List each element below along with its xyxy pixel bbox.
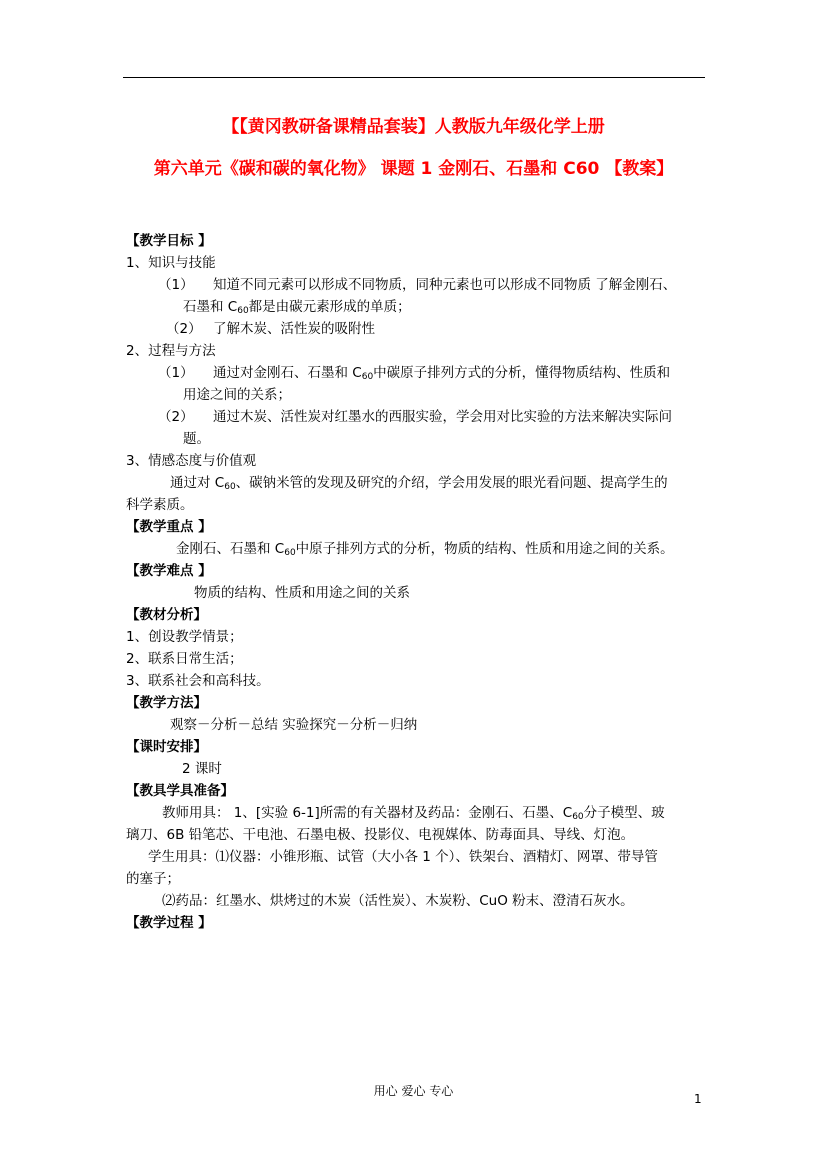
section-heading-objectives: 【教学目标 】 (126, 233, 212, 249)
document-title-line-1: 【【黄冈教研备课精品套装】人教版九年级化学上册 (222, 117, 605, 137)
section-heading-material-analysis: 【教材分析】 (126, 607, 207, 623)
section-heading-process: 【教学过程 】 (126, 915, 212, 931)
objective-2a-continuation: 用途之间的关系； (183, 387, 291, 403)
material-analysis-item-2: 2、联系日常生活； (126, 651, 243, 667)
header-rule (123, 77, 705, 78)
schedule-text: 2 课时 (182, 761, 222, 777)
objective-2-heading: 2、过程与方法 (126, 343, 216, 359)
objective-2a-text: 通过对金刚石、石墨和 $C_{60}$中碳原子排列方式的分析，懂得物质结构、性质和 (213, 365, 671, 382)
objective-1-heading: 1、知识与技能 (126, 255, 216, 271)
footer-motto: 用心 爱心 专心 (373, 1084, 454, 1098)
material-analysis-item-3: 3、联系社会和高科技。 (126, 673, 270, 689)
objective-1a-number: （1） (158, 277, 194, 293)
key-points-text: 金刚石、石墨和 $C_{60}$中原子排列方式的分析，物质的结构、性质和用途之间的关系。 (176, 541, 674, 558)
objective-3-continuation: 科学素质。 (126, 497, 194, 513)
objective-1b-text: 了解木炭、活性炭的吸附性 (213, 321, 375, 337)
objective-2b-number: （2） (158, 409, 194, 425)
objective-2a-number: （1） (158, 365, 194, 381)
section-heading-key-points: 【教学重点 】 (126, 519, 212, 535)
equipment-teacher-text: 教师用具： 1、[实验 6-1]所需的有关器材及药品：金刚石、石墨、$C_{60}$分子模型、玻 (162, 805, 665, 822)
section-heading-equipment: 【教具学具准备】 (126, 783, 234, 799)
equipment-student-reagents: ⑵药品：红墨水、烘烤过的木炭（活性炭）、木炭粉、CuO 粉末、澄清石灰水。 (162, 893, 634, 909)
methods-text: 观察－分析－总结 实验探究－分析－归纳 (170, 717, 418, 733)
material-analysis-item-1: 1、创设教学情景； (126, 629, 243, 645)
objective-1a-text: 知道不同元素可以形成不同物质，同种元素也可以形成不同物质 了解金刚石、 (213, 277, 677, 293)
page-number: 1 (694, 1092, 702, 1106)
equipment-student-continuation: 的塞子； (126, 871, 180, 887)
equipment-teacher-continuation: 璃刀、6B 铅笔芯、干电池、石墨电极、投影仪、电视媒体、防毒面具、导线、灯泡。 (126, 827, 635, 843)
difficulties-text: 物质的结构、性质和用途之间的关系 (194, 585, 410, 601)
equipment-student-instruments: 学生用具：⑴仪器：小锥形瓶、试管（大小各 1 个）、铁架台、酒精灯、网罩、带导管 (148, 849, 658, 865)
objective-1b-number: （2） (166, 321, 202, 337)
section-heading-difficulties: 【教学难点 】 (126, 563, 212, 579)
section-heading-methods: 【教学方法】 (126, 695, 207, 711)
objective-2b-text: 通过木炭、活性炭对红墨水的西服实验，学会用对比实验的方法来解决实际问 (213, 409, 672, 425)
section-heading-schedule: 【课时安排】 (126, 739, 207, 755)
document-title-line-2: 第六单元《碳和碳的氧化物》 课题 1 金刚石、石墨和 C60 【教案】 (153, 159, 674, 179)
objective-3-text: 通过对 $C_{60}$、碳钠米管的发现及研究的介绍，学会用发展的眼光看问题、提高学生的 (170, 475, 668, 492)
objective-1a-continuation: 石墨和 $C_{60}$都是由碳元素形成的单质； (183, 299, 411, 316)
objective-2b-continuation: 题。 (183, 431, 210, 447)
objective-3-heading: 3、情感态度与价值观 (126, 453, 257, 469)
